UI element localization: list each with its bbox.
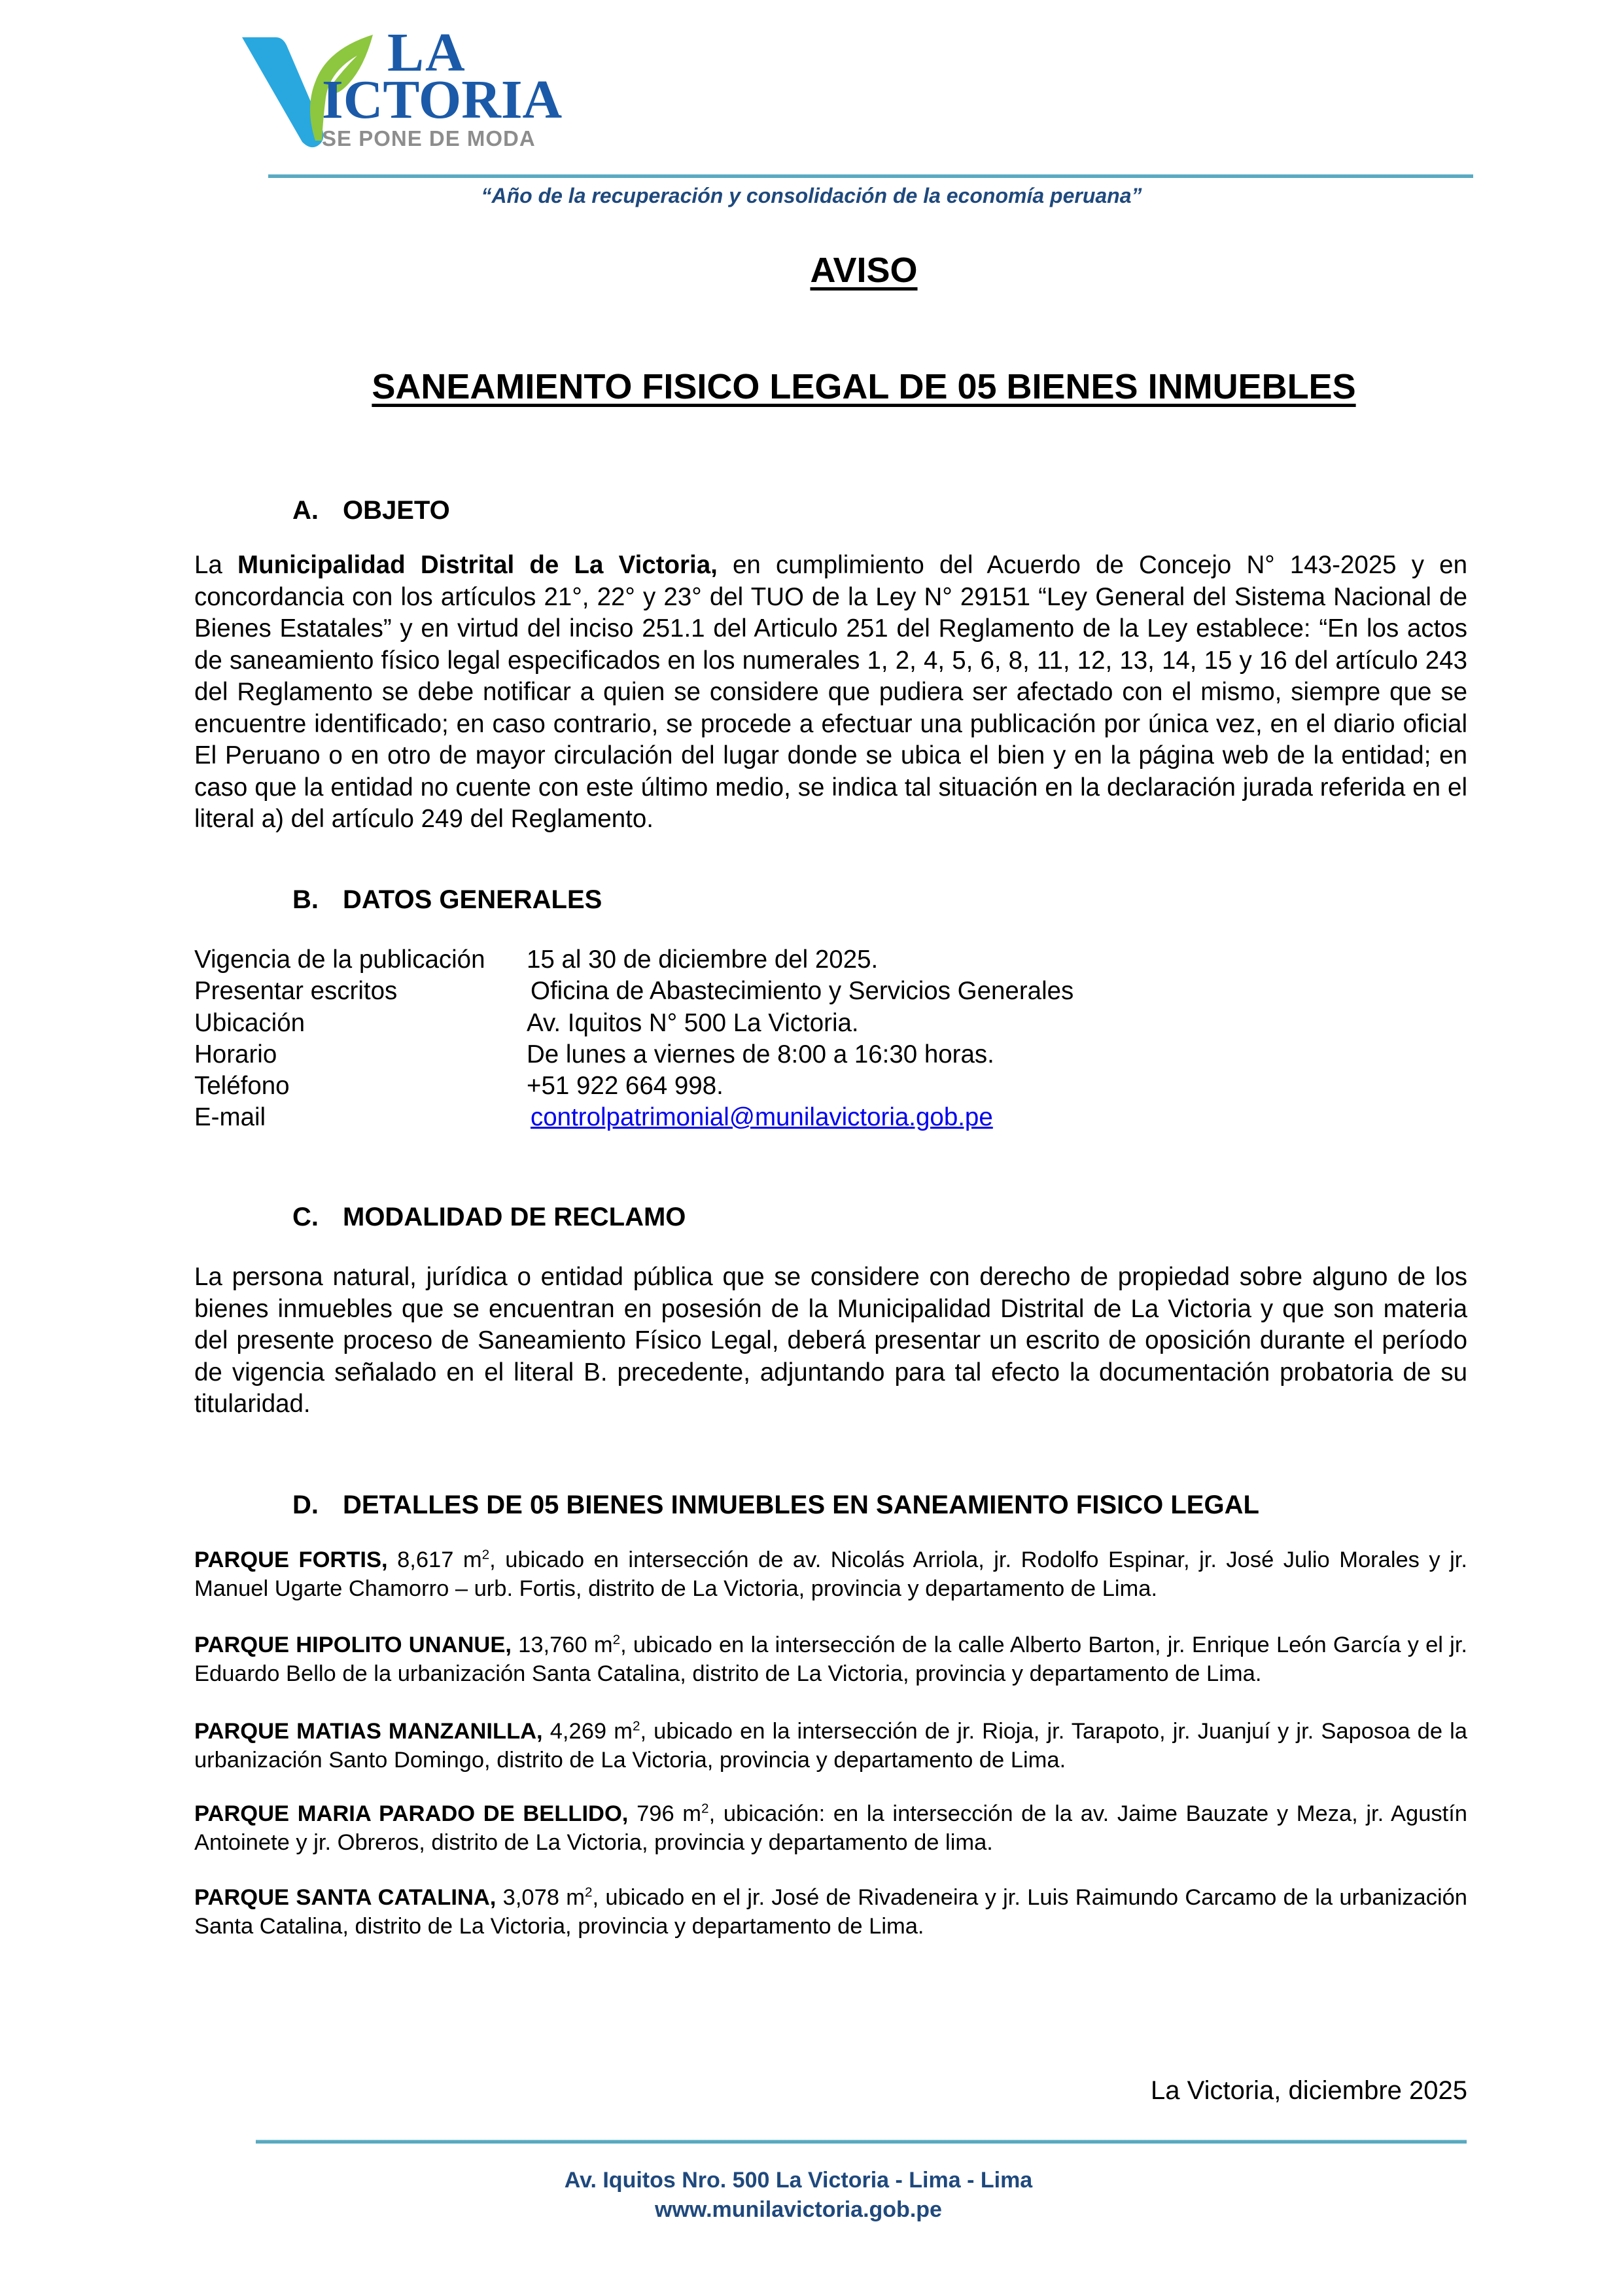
property-item-fortis <box>194 1545 1467 1603</box>
section-a-paragraph <box>194 550 1467 836</box>
data-row-horario <box>194 1039 1073 1070</box>
section-d-title: DETALLES DE 05 BIENES INMUEBLES EN SANEAMIENTO FISICO LEGAL <box>343 1491 1259 1519</box>
municipality-logo <box>242 22 569 157</box>
data-value: +51 922 664 998. <box>527 1072 724 1101</box>
notice-label: AVISO <box>810 251 918 290</box>
data-label: Ubicación <box>194 1008 305 1037</box>
data-row-escritos <box>194 976 1073 1007</box>
logo-tagline: SE PONE DE MODA <box>322 126 536 150</box>
section-b-title: DATOS GENERALES <box>343 885 602 914</box>
paragraph-body: en cumplimiento del Acuerdo de Concejo N° 143-2025 y en concordancia con los artículos 21°, 22° y 23° del TUO de la Ley N° 29151 “Ley General del Sistema Nacional de Bienes Estatales” y en virtud del inciso 251.1 del Articulo 251 del Reglamento de la Ley establece: “En los actos de saneamiento físico legal especificados en los numerales 1, 2, 4, 5, 6, 8, 11, 12, 13, 14, 15 y 16 del artículo 243 del Reglamento se debe notificar a quien se considere que pudiera ser afectado con el mismo, siempre que se encuentre identificado; en caso contrario, se procede a efectuar una publicación por única vez, en el diario oficial El Peruano o en otro de mayor circulación del lugar donde se ubica el bien y en la página web de la entidad; en caso que la entidad no cuente con este último medio, se indica tal situación en la declaración jurada referida en el literal a) del artículo 249 del Reglamento. <box>194 551 1467 833</box>
data-row-vigencia <box>194 944 1073 976</box>
email-link[interactable]: controlpatrimonial@munilavictoria.gob.pe <box>531 1103 993 1132</box>
property-name: PARQUE FORTIS, <box>194 1547 388 1572</box>
data-value: Oficina de Abastecimiento y Servicios Generales <box>531 977 1074 1006</box>
place-date-signature: La Victoria, diciembre 2025 <box>1151 2076 1467 2105</box>
section-a-heading <box>292 496 450 525</box>
section-b-heading <box>292 885 602 915</box>
area-unit-sup: 2 <box>701 1801 709 1816</box>
section-a-letter: A. <box>292 496 319 525</box>
property-description: , ubicado en la intersección de la calle Alberto Barton, jr. Enrique León García y el jr. Eduardo Bello de la urbanización Santa Catalina, distrito de La Victoria, provincia y departamento de Lima. <box>194 1633 1467 1686</box>
section-c-letter: C. <box>292 1203 319 1231</box>
header-divider <box>268 174 1473 178</box>
property-description: , ubicado en la intersección de jr. Rioja, jr. Tarapoto, jr. Juanjuí y jr. Saposoa de la urbanización Santo Domingo, distrito de La Victoria, provincia y departamento de Lima. <box>194 1719 1467 1773</box>
data-value: Av. Iquitos N° 500 La Victoria. <box>527 1008 859 1037</box>
section-c-heading <box>292 1203 686 1232</box>
area-unit-sup: 2 <box>481 1547 490 1563</box>
section-a-title: OBJETO <box>343 496 450 525</box>
property-item-santa-catalina <box>194 1883 1467 1941</box>
footer-address: Av. Iquitos Nro. 500 La Victoria - Lima - Lima <box>564 2168 1033 2193</box>
year-motto: “Año de la recuperación y consolidación de la economía peruana” <box>481 184 1142 207</box>
data-label: Horario <box>194 1040 277 1069</box>
property-description: , ubicado en el jr. José de Rivadeneira y jr. Luis Raimundo Carcamo de la urbanización Santa Catalina, distrito de La Victoria, provincia y departamento de Lima. <box>194 1885 1467 1939</box>
property-area: 4,269 m <box>542 1719 633 1744</box>
area-unit-sup: 2 <box>612 1632 621 1648</box>
property-item-matias-manzanilla <box>194 1717 1467 1775</box>
section-d-heading <box>292 1491 1259 1520</box>
logo-text-victoria: ICTORIA <box>322 69 563 130</box>
property-name: PARQUE MATIAS MANZANILLA, <box>194 1719 543 1744</box>
paragraph-lead-prefix: La <box>194 551 238 579</box>
data-value: 15 al 30 de diciembre del 2025. <box>527 945 879 974</box>
property-area: 3,078 m <box>496 1885 585 1910</box>
property-item-hipolito-unanue <box>194 1631 1467 1688</box>
property-description: , ubicación: en la intersección de la av. Jaime Bauzate y Meza, jr. Agustín Antoinete y jr. Obreros, distrito de La Victoria, provincia y departamento de lima. <box>194 1801 1467 1855</box>
section-d-letter: D. <box>292 1491 319 1519</box>
property-item-maria-parado-de-bellido <box>194 1799 1467 1857</box>
area-unit-sup: 2 <box>585 1884 593 1900</box>
property-area: 8,617 m <box>387 1547 482 1572</box>
footer-website: www.munilavictoria.gob.pe <box>655 2197 942 2222</box>
section-c-title: MODALIDAD DE RECLAMO <box>343 1203 686 1231</box>
data-row-ubicacion <box>194 1008 1073 1039</box>
data-label: Vigencia de la publicación <box>194 945 485 974</box>
data-row-email <box>194 1102 1073 1133</box>
property-name: PARQUE HIPOLITO UNANUE, <box>194 1633 512 1657</box>
data-label: Presentar escritos <box>194 977 398 1006</box>
data-row-telefono <box>194 1070 1073 1102</box>
data-label: E-mail <box>194 1103 266 1132</box>
property-name: PARQUE MARIA PARADO DE BELLIDO, <box>194 1801 629 1826</box>
property-area: 13,760 m <box>511 1633 613 1657</box>
area-unit-sup: 2 <box>632 1718 640 1734</box>
section-b-letter: B. <box>292 885 319 914</box>
page-title: SANEAMIENTO FISICO LEGAL DE 05 BIENES INMUEBLES <box>372 367 1356 406</box>
property-area: 796 m <box>628 1801 702 1826</box>
general-data-table <box>194 944 1073 1134</box>
property-name: PARQUE SANTA CATALINA, <box>194 1885 497 1910</box>
section-c-paragraph: La persona natural, jurídica o entidad pública que se considere con derecho de propiedad sobre alguno de los bienes inmuebles que se encuentran en posesión de la Municipalidad Distrital de La Victoria y que son materia del presente proceso de Saneamiento Físico Legal, deberá presentar un escrito de oposición durante el período de vigencia señalado en el literal B. precedente, adjuntando para tal efecto la documentación probatoria de su titularidad. <box>194 1263 1467 1418</box>
logo-text-la: LA <box>387 22 466 83</box>
data-label: Teléfono <box>194 1072 290 1101</box>
data-value: De lunes a viernes de 8:00 a 16:30 horas. <box>527 1040 994 1069</box>
property-description: , ubicado en intersección de av. Nicolás Arriola, jr. Rodolfo Espinar, jr. José Julio Morales y jr. Manuel Ugarte Chamorro – urb. Fortis, distrito de La Victoria, provincia y departamento de Lima. <box>194 1547 1467 1601</box>
municipality-name: Municipalidad Distrital de La Victoria, <box>237 551 718 579</box>
footer-divider <box>256 2140 1467 2144</box>
